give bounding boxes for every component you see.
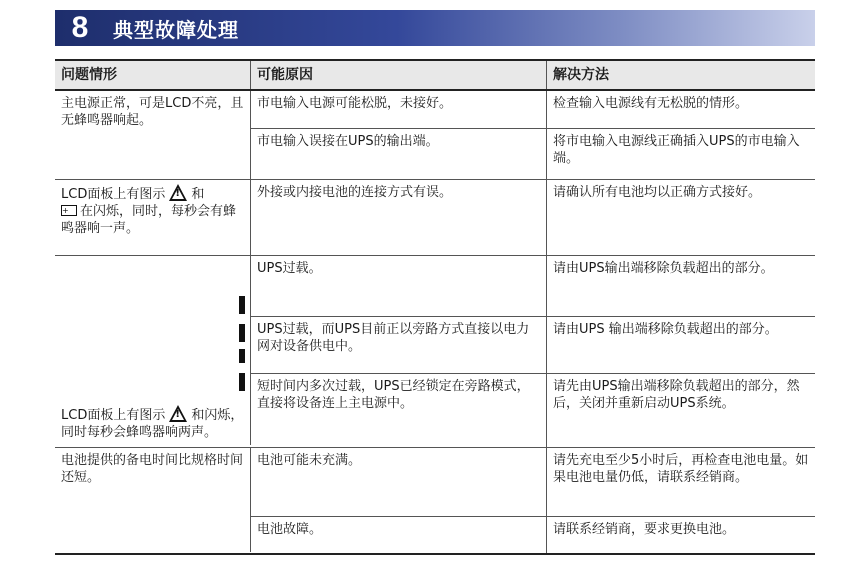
cause-cell: UPS过载。 <box>251 256 547 316</box>
bypass-bar-icon <box>239 296 245 314</box>
table-header-row <box>55 61 815 91</box>
table-row-group <box>55 256 815 448</box>
table-row-group <box>55 180 815 256</box>
bypass-bar-icon <box>239 324 245 342</box>
solution-cell: 请由UPS 输出端移除负载超出的部分。 <box>553 322 778 337</box>
problem-cell: 电池提供的备电时间比规格时间还短。 <box>55 448 251 552</box>
warning-triangle-icon <box>169 184 187 201</box>
cause-cell: UPS过载，而UPS目前正以旁路方式直接以电力网对设备供电中。 <box>251 317 547 373</box>
warning-triangle-icon <box>169 405 187 422</box>
table-row-group <box>55 448 815 553</box>
cause-cell: 电池可能未充满。 <box>251 448 547 516</box>
problem-text: 在闪烁，同时，每秒会有蜂鸣器响一声。 <box>61 204 237 236</box>
problem-cell <box>55 256 251 445</box>
solution-cell: 请联系经销商，要求更换电池。 <box>553 522 736 537</box>
solution-cell: 请确认所有电池均以正确方式接好。 <box>553 185 762 200</box>
solution-cell: 检查输入电源线有无松脱的情形。 <box>553 96 749 111</box>
cause-cell: 外接或内接电池的连接方式有误。 <box>251 180 547 255</box>
section-title: 典型故障处理 <box>113 17 239 42</box>
problem-text: 和 <box>191 187 205 202</box>
solution-cell: 将市电输入电源线正确插入UPS的市电输入端。 <box>553 134 800 166</box>
solution-cell: 请先充电至少5小时后，再检查电池电量。如果电池电量仍低，请联系经销商。 <box>553 453 809 485</box>
table-row-group <box>55 91 815 180</box>
battery-icon <box>61 205 77 216</box>
problem-text: 闪烁，同时每秒会蜂鸣器响两声。 <box>61 408 244 440</box>
bypass-bar-icon <box>239 373 245 391</box>
problem-cell: 主电源正常，可是LCD不亮，且无蜂鸣器响起。 <box>55 91 251 179</box>
bypass-bar-icon <box>239 349 245 363</box>
problem-text: 和 <box>191 408 205 423</box>
troubleshooting-table <box>55 59 815 555</box>
header-problem: 问题情形 <box>55 61 251 89</box>
problem-text: LCD面板上有图示 <box>61 408 166 423</box>
cause-cell: 市电输入误接在UPS的输出端。 <box>251 129 547 179</box>
header-cause: 可能原因 <box>251 61 547 89</box>
cause-cell: 市电输入电源可能松脱，未接好。 <box>251 91 547 128</box>
section-number: 8 <box>71 11 89 44</box>
header-solution: 解决方法 <box>553 67 609 83</box>
solution-cell: 请由UPS输出端移除负载超出的部分。 <box>553 261 774 276</box>
solution-cell: 请先由UPS输出端移除负载超出的部分，然后，关闭并重新启动UPS系统。 <box>553 379 800 411</box>
cause-cell: 电池故障。 <box>251 517 547 553</box>
problem-text: LCD面板上有图示 <box>61 187 166 202</box>
cause-cell: 短时间内多次过载，UPS已经锁定在旁路模式，直接将设备连上主电源中。 <box>251 374 547 447</box>
problem-cell <box>55 180 251 255</box>
section-banner <box>55 10 815 46</box>
